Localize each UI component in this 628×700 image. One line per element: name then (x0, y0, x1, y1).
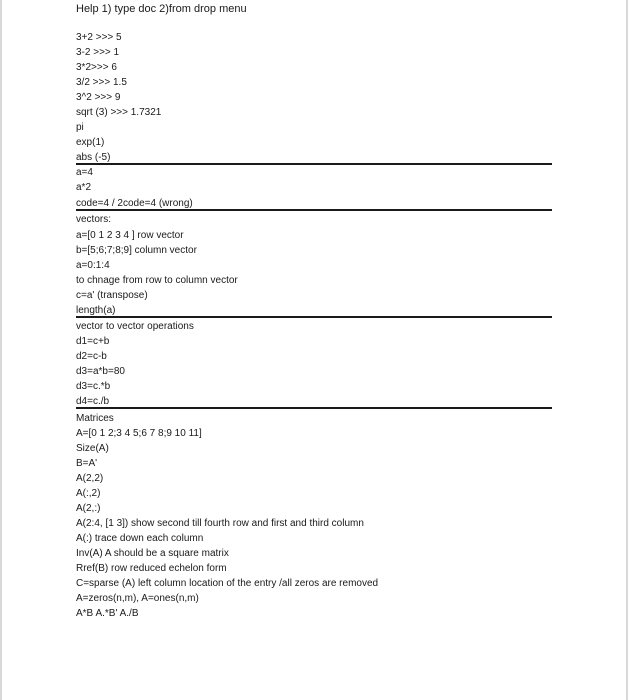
note-line: length(a) (76, 305, 116, 316)
note-line: abs (-5) (76, 152, 111, 163)
section-divider (76, 209, 552, 211)
note-line: 3*2>>> 6 (76, 62, 117, 73)
page-edge-left (0, 0, 2, 700)
note-line: 3/2 >>> 1.5 (76, 77, 127, 88)
note-line: to chnage from row to column vector (76, 275, 238, 286)
note-line: pi (76, 122, 84, 133)
note-line: a*2 (76, 182, 92, 193)
note-line: Inv(A) A should be a square matrix (76, 548, 229, 559)
section-divider (76, 163, 552, 165)
note-line: d3=a*b=80 (76, 366, 125, 377)
note-line: A(:,2) (76, 488, 101, 499)
note-line: 3^2 >>> 9 (76, 92, 121, 103)
note-line: sqrt (3) >>> 1.7321 (76, 107, 162, 118)
note-line: vector to vector operations (76, 321, 194, 332)
note-line: B=A' (76, 458, 98, 469)
note-line: A=zeros(n,m), A=ones(n,m) (76, 593, 199, 604)
note-line: A*B A.*B' A./B (76, 608, 139, 619)
note-line: d4=c./b (76, 396, 110, 407)
note-line: c=a' (transpose) (76, 290, 148, 301)
note-line: d1=c+b (76, 336, 110, 347)
note-line: 3-2 >>> 1 (76, 47, 120, 58)
page-title: Help 1) type doc 2)from drop menu (76, 3, 247, 15)
section-divider (76, 407, 552, 409)
note-line: A=[0 1 2;3 4 5;6 7 8;9 10 11] (76, 428, 202, 439)
section-divider (76, 316, 552, 318)
note-line: code=4 / 2code=4 (wrong) (76, 198, 193, 209)
note-line: A(2,:) (76, 503, 101, 514)
note-line: A(2,2) (76, 473, 104, 484)
note-line: b=[5;6;7;8;9] column vector (76, 245, 197, 256)
note-line: vectors: (76, 214, 112, 225)
note-line: a=0:1:4 (76, 260, 110, 271)
note-line: exp(1) (76, 137, 105, 148)
note-line: A(2:4, [1 3]) show second till fourth row and first and third column (76, 518, 364, 529)
note-line: A(:) trace down each column (76, 533, 204, 544)
note-line: d2=c-b (76, 351, 107, 362)
note-line: 3+2 >>> 5 (76, 32, 122, 43)
note-line: a=4 (76, 167, 93, 178)
note-line: Rref(B) row reduced echelon form (76, 563, 227, 574)
note-line: d3=c.*b (76, 381, 111, 392)
note-line: Matrices (76, 413, 114, 424)
note-line: Size(A) (76, 443, 109, 454)
note-line: C=sparse (A) left column location of the entry /all zeros are removed (76, 578, 379, 589)
note-line: a=[0 1 2 3 4 ] row vector (76, 230, 184, 241)
